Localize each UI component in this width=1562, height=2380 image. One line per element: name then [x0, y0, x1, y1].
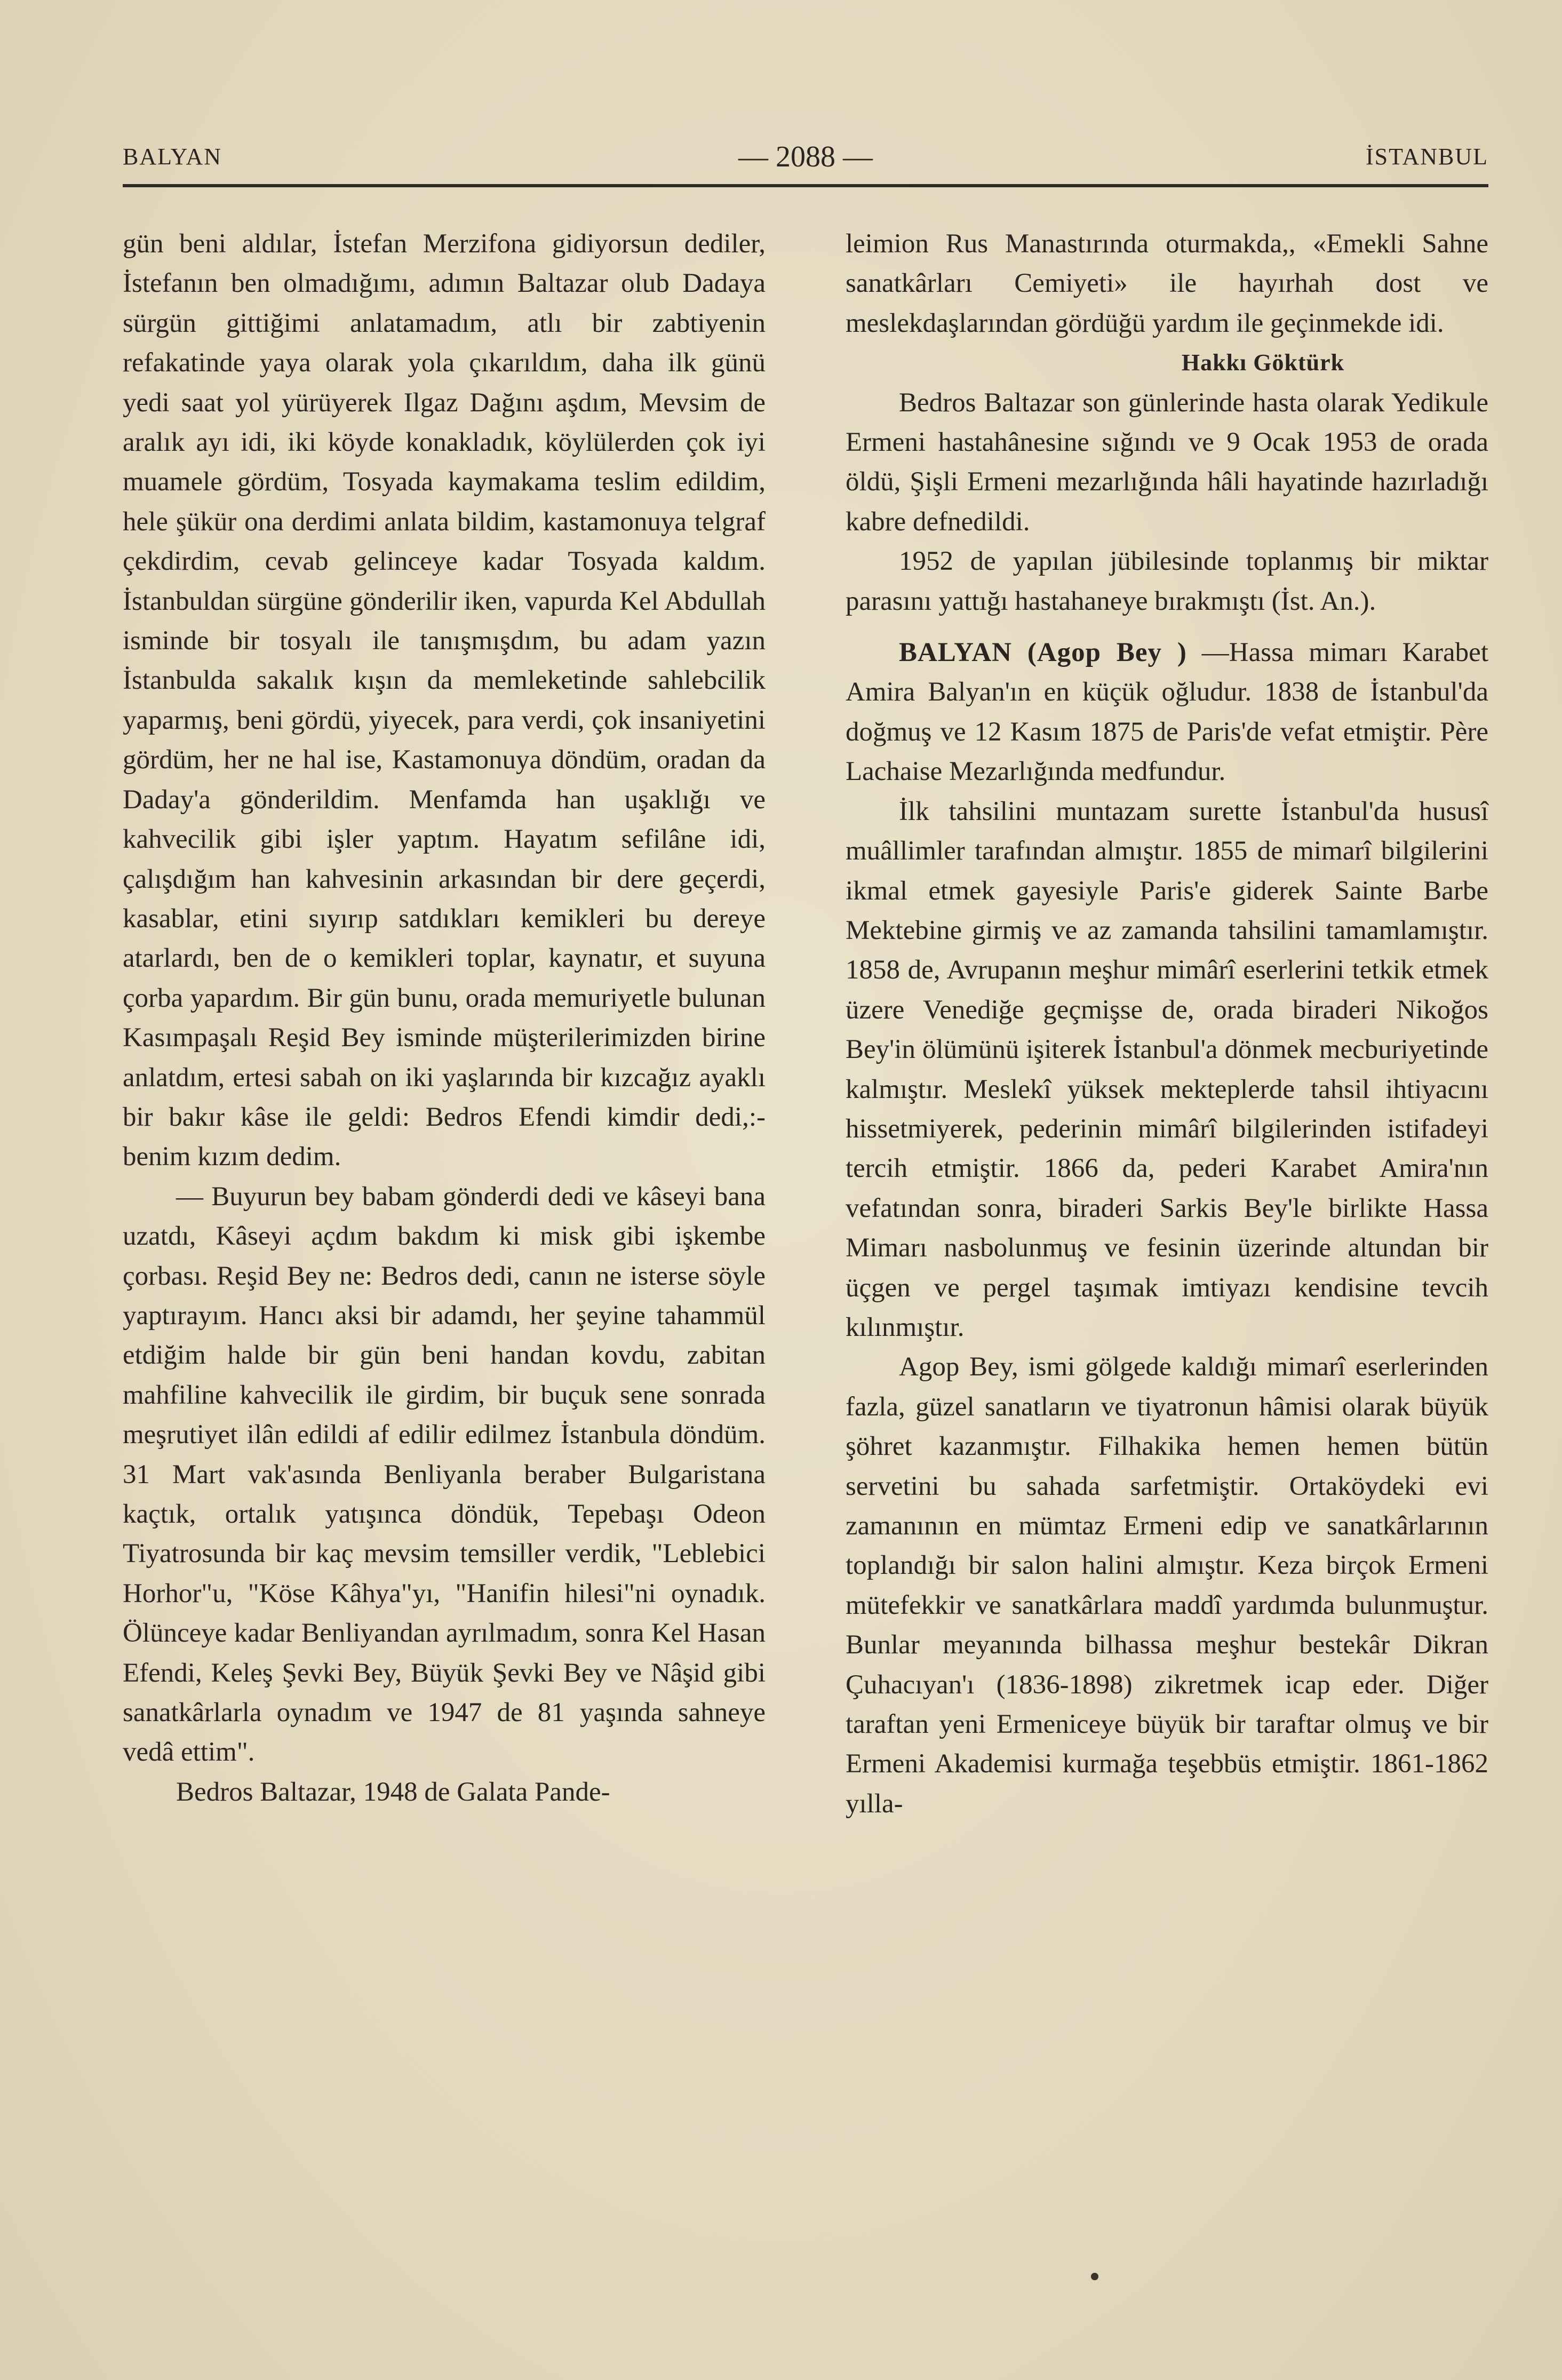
- page-mark: [1091, 2273, 1098, 2280]
- running-head: [123, 140, 1488, 182]
- paragraph: Bedros Baltazar, 1948 de Galata Pande-: [176, 1777, 610, 1807]
- paragraph: 1952 de yapılan jübilesinde toplanmış bir miktar parasını yattığı hastahaneye bırakmıştı (İst. An.).: [846, 546, 1488, 616]
- paragraph: leimion Rus Manastırında oturmakda,, «Emekli Sahne sanatkârları Cemiyeti» ile hayırhah dost ve meslekdaşlarından gördüğü yardım ile geçinmekde idi.: [846, 229, 1488, 338]
- paragraph: Bedros Baltazar son günlerinde hasta olarak Yedikule Ermeni hastahânesine sığındı ve 9 Ocak 1953 de orada öldü, Şişli Ermeni mezarlığında hâli hayatinde hazırladığı kabre defnedildi.: [846, 387, 1488, 537]
- header-right-title: İSTANBUL: [1365, 144, 1488, 170]
- page-number: — 2088 —: [738, 140, 873, 173]
- paragraph: İlk tahsilini muntazam surette İstanbul'da hususî muâllimler tarafından almıştır. 1855 de mimarî bilgilerini ikmal etmek gayesiyle Paris'e giderek Sainte Barbe Mektebine girmiş ve az zamanda tahsilini tamamlamıştır. 1858 de, Avrupanın meşhur mimârî eserlerini tetkik etmek üzere Venediğe geçmişse de, orada biraderi Nikoğos Bey'in ölümünü işiterek İstanbul'a dönmek mecburiyetinde kalmıştır. Meslekî yüksek mekteplerde tahsil ihtiyacını hissetmiyerek, pederinin mimârî bilgilerinden istifadeyi tercih etmiştir. 1866 da, pederi Karabet Amira'nın vefatından sonra, biraderi Sarkis Bey'le birlikte Hassa Mimarı nasbolunmuş ve fesinin üzerinde altundan bir üçgen ve pergel taşımak imtiyazı kendisine tevcih kılınmıştır.: [846, 796, 1488, 1342]
- author-signature: Hakkı Göktürk: [1181, 349, 1345, 376]
- header-rule: [123, 184, 1488, 187]
- paragraph: gün beni aldılar, İstefan Merzifona gidiyorsun dediler, İstefanın ben olmadığımı, adımın Baltazar olub Dadaya sürgün gittiğimi anlatamadım, atlı bir zabtiyenin refakatinde yaya olarak yola çıkarıldım, daha ilk günü yedi saat yol yürüyerek Ilgaz Dağını aşdım, Mevsim de aralık ayı idi, iki köyde konakladık, köylülerden çok iyi muamele gördüm, Tosyada kaymakama teslim edildim, hele şükür ona derdimi anlata bildim, kastamonuya telgraf çekdirdim, cevab gelinceye kadar Tosyada kaldım. İstanbuldan sürgüne gönderilir iken, vapurda Kel Abdullah isminde bir tosyalı ile tanışmışdım, bu adam yazın İstanbulda sakalık kışın da memleketinde sahlebcilik yaparmış, beni gördü, yiyecek, para verdi, çok insaniyetini gördüm, her ne hal ise, Kastamonuya döndüm, oradan da Daday'a gönderildim. Menfamda han uşaklığı ve kahvecilik gibi işler yaptım. Hayatım sefilâne idi, çalışdığım han kahvesinin arkasından bir dere geçerdi, kasablar, etini sıyırıp satdıkları kemikleri bu dereye atarlardı, ben de o kemikleri toplar, kaynatır, et suyuna çorba yapardım. Bir gün bunu, orada memuriyetle bulunan Kasımpaşalı Reşid Bey isminde müşterilerimizden birine anlatdım, ertesi sabah on iki yaşlarında bir kızcağız ayaklı bir bakır kâse ile geldi: Bedros Efendi kimdir dedi,:- benim kızım dedim.: [123, 229, 766, 1172]
- entry-text: —Hassa mimarı Karabet Amira Balyan'ın en küçük oğludur. 1838 de İstanbul'da doğmuş ve 12 Kasım 1875 de Paris'de vefat etmiştir. Père Lachaise Mezarlığında medfundur.: [846, 638, 1488, 787]
- paragraph: Agop Bey, ismi gölgede kaldığı mimarî eserlerinden fazla, güzel sanatların ve tiyatronun hâmisi olarak büyük şöhret kazanmıştır. Filhakika hemen hemen bütün servetini bu sahada sarfetmiştir. Ortaköydeki evi zamanının en mümtaz Ermeni edip ve sanatkârlarının toplandığı bir salon halini almıştır. Keza birçok Ermeni mütefekkir ve sanatkârlara maddî yardımda bulunmuştur. Bunlar meyanında bilhassa meşhur bestekâr Dikran Çuhacıyan'ı (1836-1898) zikretmek icap eder. Diğer taraftan yeni Ermeniceye büyük bir taraftar olmuş ve bir Ermeni Akademisi kurmağa teşebbüs etmiştir. 1861-1862 yılla-: [846, 1352, 1488, 1819]
- right-column: [846, 224, 1488, 1824]
- entry-paragraph: [846, 633, 1488, 792]
- entry-headword: BALYAN (Agop Bey ): [899, 638, 1187, 668]
- paragraph: — Buyurun bey babam gönderdi dedi ve kâseyi bana uzatdı, Kâseyi açdım bakdım ki misk gibi işkembe çorbası. Reşid Bey ne: Bedros dedi, canın ne isterse söyle yaptırayım. Hancı aksi bir adamdı, her şeyine tahammül etdiğim halde bir gün beni handan kovdu, zabitan mahfiline kahvecilik ile girdim, bir buçuk sene sonrada meşrutiyet ilân edildi af edilir edilmez İstanbula döndüm. 31 Mart vak'asında Benliyanla beraber Bulgaristana kaçtık, ortalık yatışınca döndük, Tepebaşı Odeon Tiyatrosunda bir kaç mevsim temsiller verdik, "Leblebici Horhor"u, "Köse Kâhya"yı, "Hanifin hilesi"ni oynadık. Ölünceye kadar Benliyandan ayrılmadım, sonra Kel Hasan Efendi, Keleş Şevki Bey, Büyük Şevki Bey ve Nâşid gibi sanatkârlarla oynadım ve 1947 de 81 yaşında sahneye vedâ ettim".: [123, 1181, 766, 1768]
- left-column: [123, 224, 766, 1812]
- header-left-title: BALYAN: [123, 144, 222, 170]
